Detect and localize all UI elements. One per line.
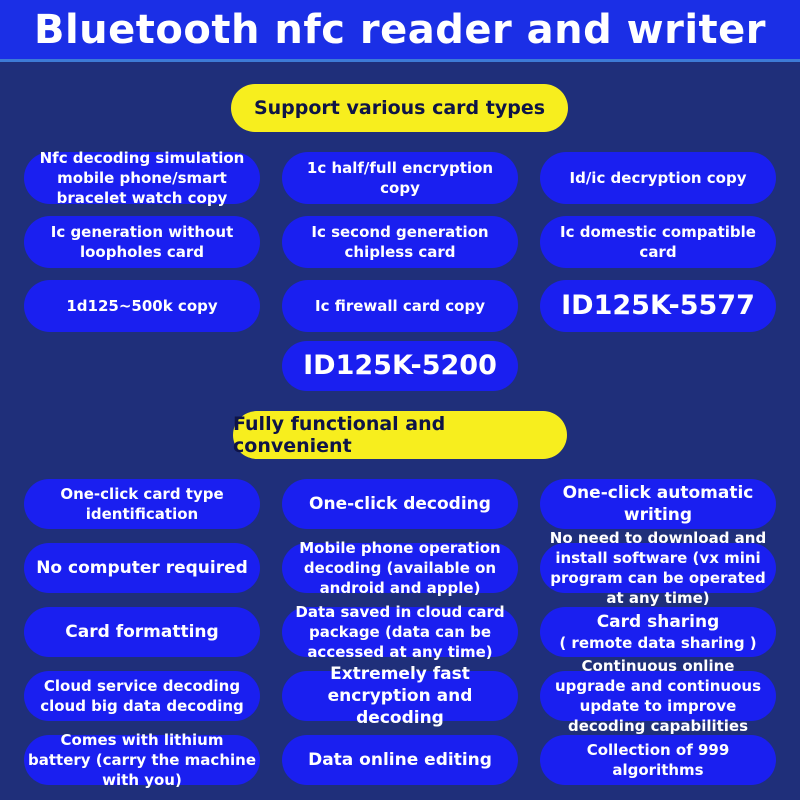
card-type-item: Ic generation without loopholes card [24, 216, 260, 268]
feature-item: Data online editing [282, 735, 518, 785]
feature-item: One-click automatic writing [540, 479, 776, 529]
card-type-item-id125k-5577: ID125K-5577 [540, 280, 776, 332]
feature-item-card-sharing [540, 607, 776, 657]
card-type-item: Id/ic decryption copy [540, 152, 776, 204]
card-type-item: 1d125~500k copy [24, 280, 260, 332]
features-heading: Fully functional and convenient [233, 411, 567, 459]
feature-item: Extremely fast encryption and decoding [282, 671, 518, 721]
card-type-item: Nfc decoding simulation mobile phone/smart bracelet watch copy [24, 152, 260, 204]
features-grid [24, 479, 776, 789]
feature-item: No need to download and install software (vx mini program can be operated at any time) [540, 543, 776, 593]
feature-item: Data saved in cloud card package (data can be accessed at any time) [282, 607, 518, 657]
card-type-item: 1c half/full encryption copy [282, 152, 518, 204]
card-sharing-title: Card sharing [596, 612, 720, 632]
feature-item: One-click card type identification [24, 479, 260, 529]
card-sharing-subtitle: ( remote data sharing ) [559, 634, 757, 652]
feature-item: Collection of 999 algorithms [540, 735, 776, 785]
card-types-grid [24, 149, 776, 332]
card-type-item: Ic second generation chipless card [282, 216, 518, 268]
card-types-heading: Support various card types [231, 84, 568, 132]
feature-item: Continuous online upgrade and continuous update to improve decoding capabilities [540, 671, 776, 721]
feature-item: Mobile phone operation decoding (available on android and apple) [282, 543, 518, 593]
feature-item: Card formatting [24, 607, 260, 657]
card-type-item-id125k-5200: ID125K-5200 [282, 341, 518, 391]
feature-item: Comes with lithium battery (carry the machine with you) [24, 735, 260, 785]
card-type-item: Ic domestic compatible card [540, 216, 776, 268]
feature-item: Cloud service decoding cloud big data decoding [24, 671, 260, 721]
page-title: Bluetooth nfc reader and writer [0, 0, 800, 62]
feature-item: One-click decoding [282, 479, 518, 529]
card-type-item: Ic firewall card copy [282, 280, 518, 332]
feature-item: No computer required [24, 543, 260, 593]
